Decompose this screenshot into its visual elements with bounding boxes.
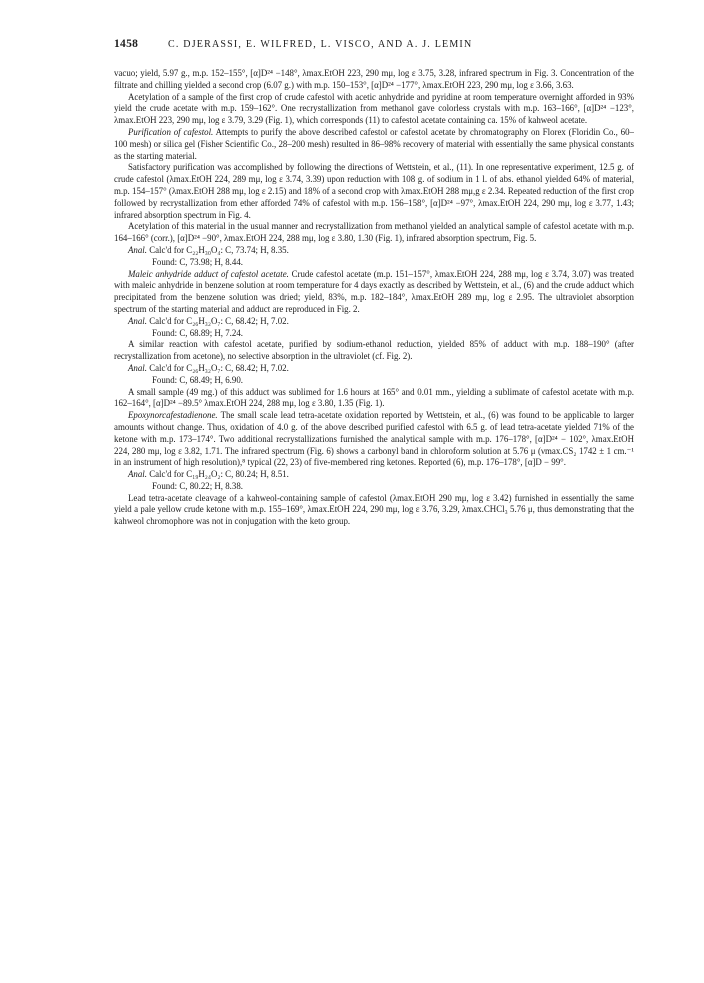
paragraph bbox=[114, 92, 634, 127]
paragraph-text: Crude cafestol acetate (m.p. 151–157°, λmax.EtOH 224, 288 mμ, log ε 3.74, 3.07) was treated with maleic anhydride in benzene solution at room temperature for 4 days exactly as described by Wettstein, et al., (6) and the crude adduct which precipitated from the benzene solution was dried; yield, 83%, m.p. 182–184°, λmax.EtOH 289 mμ, log ε 2.95. The ultraviolet absorption spectrum of the starting material and adduct are reproduced in Fig. 2. bbox=[114, 268, 634, 314]
paragraph bbox=[114, 339, 634, 363]
paragraph bbox=[114, 387, 634, 411]
paragraph-text: Found: C, 68.89; H, 7.24. bbox=[152, 327, 243, 338]
paragraph-text: Attempts to purify the above described cafestol or cafestol acetate by chromatography on Florex (Floridin Co., 60–100 mesh) or silica gel (Fisher Scientific Co., 28–200 mesh) resulted in 86–98% recovery of material with essentially the same physical constants as the starting material. bbox=[114, 126, 634, 161]
paragraph bbox=[114, 127, 634, 162]
paragraph-text: A small sample (49 mg.) of this adduct was sublimed for 1.6 hours at 165° and 0.01 mm., yielding a sublimate of cafestol acetate with m.p. 162–164°, [α]D²⁴ −89.5° λmax.EtOH 224, 288 mμ, log ε 3.80, 1.35 (Fig. 1). bbox=[114, 386, 634, 409]
paragraph bbox=[114, 410, 634, 469]
paragraph-lead: Purification of cafestol. bbox=[128, 126, 214, 137]
paragraph-text: Calc'd for C₂₆H₃₂O₇: C, 68.42; H, 7.02. bbox=[146, 362, 289, 373]
analysis-calc bbox=[114, 363, 634, 375]
analysis-found bbox=[114, 375, 634, 387]
paragraph-lead: Anal. bbox=[128, 315, 147, 326]
paragraph-lead: Anal. bbox=[128, 244, 147, 255]
article-body bbox=[114, 68, 634, 528]
analysis-found bbox=[114, 481, 634, 493]
paragraph-text: The small scale lead tetra-acetate oxidation reported by Wettstein, et al., (6) was found to be applicable to larger amounts without change. Thus, oxidation of 4.0 g. of the above described purified cafestol with 6.5 g. of lead tetra-acetate yielded 71% of the ketone with m.p. 173–174°. Two additional recrystallizations furnished the analytical sample with m.p. 176–178°, [α]D²⁴ − 102°, λmax.EtOH 224, 280 mμ, log ε 3.82, 1.71. The infrared spectrum (Fig. 6) shows a carbonyl band in chloroform solution at 5.76 μ (νmax.CS₂ 1742 ± 1 cm.⁻¹ in an instrument of high resolution),⁸ typical (22, 23) of five-membered ring ketones. Reported (6), m.p. 176–178°, [α]D − 99°. bbox=[114, 410, 634, 468]
paragraph-text: Satisfactory purification was accomplished by following the directions of Wettstein, et al., (11). In one representative experiment, 12.5 g. of crude cafestol (λmax.EtOH 224, 289 mμ, log ε 3.74, 3.39) upon reduction with 108 g. of sodium in 1 l. of abs. ethanol yielded 64% of material, m.p. 154–157° (λmax.EtOH 288 mμ, log ε 2.15) and 18% of a second crop with λmax.EtOH 288 mμ,g ε 2.34. Repeated reduction of the first crop followed by recrystallization from ether afforded 74% of cafestol with m.p. 156–158°, [α]D²⁴ −97°, λmax.EtOH 224, 290 mμ, log ε 3.77, 1.43; infrared absorption spectrum in Fig. 4. bbox=[114, 162, 634, 220]
paragraph-text: Calc'd for C₂₆H₃₂O₇: C, 68.42; H, 7.02. bbox=[146, 315, 289, 326]
paragraph-lead: Maleic anhydride adduct of cafestol acetate. bbox=[128, 268, 289, 279]
paragraph bbox=[114, 162, 634, 221]
paragraph-text: Calc'd for C₁₉H₂₄O₂: C, 80.24; H, 8.51. bbox=[146, 469, 289, 480]
paragraph-lead: Anal. bbox=[128, 469, 147, 480]
paragraph-text: Calc'd for C₂₂H₃₀O₄: C, 73.74; H, 8.35. bbox=[146, 244, 289, 255]
paragraph-text: Lead tetra-acetate cleavage of a kahweol-containing sample of cafestol (λmax.EtOH 290 mμ, log ε 3.42) furnished in essentially the same yield a pale yellow crude ketone with m.p. 155–169°, λmax.EtOH 224, 290 mμ, log ε 3.76, 3.29, λmax.CHCl₃ 5.76 μ, thus demonstrating that the kahweol chromophore was not in conjugation with the keto group. bbox=[114, 492, 634, 527]
paragraph-text: Acetylation of a sample of the first crop of crude cafestol with acetic anhydride and pyridine at room temperature overnight afforded in 93% yield the crude acetate with m.p. 159–162°. One recrystallization from methanol gave colorless crystals with m.p. 163–166°, [α]D²⁴ −123°, λmax.EtOH 223, 290 mμ, log ε 3.79, 3.29 (Fig. 1), which corresponds (11) to cafestol acetate containing ca. 15% of kahweol acetate. bbox=[114, 91, 634, 126]
paragraph bbox=[114, 269, 634, 316]
analysis-calc bbox=[114, 245, 634, 257]
analysis-calc bbox=[114, 316, 634, 328]
running-title: C. DJERASSI, E. WILFRED, L. VISCO, AND A. J. LEMIN bbox=[168, 39, 473, 50]
paragraph-text: A similar reaction with cafestol acetate, purified by sodium-ethanol reduction, yielded 85% of adduct with m.p. 188–190° (after recrystallization from acetone), no selective absorption in the ultraviolet (cf. Fig. 2). bbox=[114, 339, 634, 362]
paragraph bbox=[114, 221, 634, 245]
analysis-calc bbox=[114, 469, 634, 481]
page-header bbox=[114, 38, 634, 56]
paragraph-text: vacuo; yield, 5.97 g., m.p. 152–155°, [α]D²⁴ −148°, λmax.EtOH 223, 290 mμ, log ε 3.75, 3.28, infrared spectrum in Fig. 3. Concentration of the filtrate and chilling yielded a second crop (6.07 g.) with m.p. 150–153°, [α]D²⁴ −177°, λmax.EtOH 223, 290 mμ, log ε 3.66, 3.63. bbox=[114, 68, 634, 90]
paragraph bbox=[114, 68, 634, 92]
paragraph-text: Found: C, 68.49; H, 6.90. bbox=[152, 374, 243, 385]
paragraph-text: Found: C, 73.98; H, 8.44. bbox=[152, 256, 243, 267]
paragraph bbox=[114, 493, 634, 528]
paragraph-text: Found: C, 80.22; H, 8.38. bbox=[152, 480, 243, 491]
paragraph-lead: Epoxynorcafestadienone. bbox=[128, 410, 218, 421]
analysis-found bbox=[114, 257, 634, 269]
paragraph-text: Acetylation of this material in the usual manner and recrystallization from methanol yielded an analytical sample of cafestol acetate with m.p. 164–166° (corr.), [α]D²⁴ −90°, λmax.EtOH 224, 288 mμ, log ε 3.80, 1.30 (Fig. 1), infrared absorption spectrum, Fig. 5. bbox=[114, 221, 634, 244]
paragraph-lead: Anal. bbox=[128, 362, 147, 373]
page-number: 1458 bbox=[114, 38, 139, 50]
analysis-found bbox=[114, 328, 634, 340]
